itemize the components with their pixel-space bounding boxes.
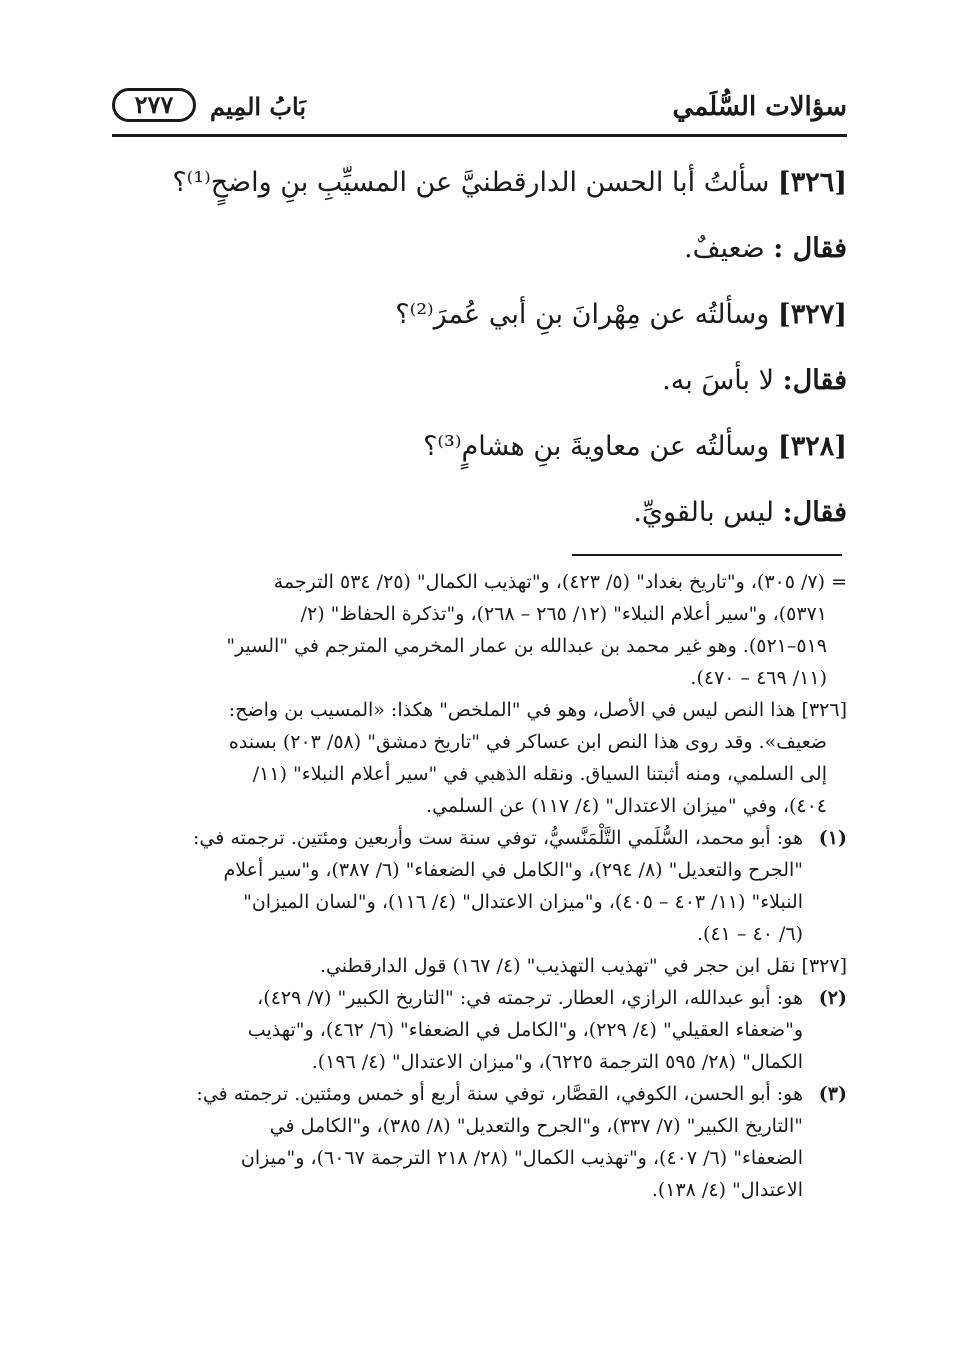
answer-label: فقال: [782,365,847,396]
book-title: سؤالات السُّلَمي [672,92,847,122]
footnote-line: ٥١٩–٥٢١). وهو غير محمد بن عبدالله بن عمار المخرمي المترجم في "السير" [226,635,827,657]
question-text: وسألتُه عن معاويةَ بنِ هشامٍ⁽³⁾؟ [423,431,770,462]
question-text: وسألتُه عن مِهْرانَ بنِ أبي عُمرَ⁽²⁾؟ [395,299,770,330]
footnote-line: الاعتدال" (٤/ ١٣٨). [651,1179,803,1201]
footnote-line: "التاريخ الكبير" (٧/ ٣٣٧)، و"الجرح والتعديل" (٨/ ٣٨٥)، و"الكامل في [269,1115,803,1137]
page-number: ٢٧٧ [112,88,196,122]
entry-number: [٣٢٨] [777,431,847,462]
footnote-line: [٣٢٦] هذا النص ليس في الأصل، وهو في "الملخص" هكذا: «المسيب بن واضح: [228,699,847,721]
footnote-line: = (٧/ ٣٠٥)، و"تاريخ بغداد" (٥/ ٤٢٣)، و"تهذيب الكمال" (٢٥/ ٥٣٤ الترجمة [273,571,847,593]
answer-label: فقال : [773,233,847,264]
answer-label: فقال: [782,497,847,528]
footnote-line: إلى السلمي، ومنه أثبتنا السياق. ونقله الذهبي في "سير أعلام النبلاء" (١١/ [252,763,827,785]
question-328 [112,414,847,480]
footnote-marker: (٣) [818,1083,847,1105]
section-title: بَابُ المِيم [210,92,307,121]
answer-text: لا بأسَ به. [662,365,775,396]
footnote-327 [112,950,847,982]
footnote-3 [112,1078,847,1206]
footnote-line: هو: أبو الحسن، الكوفي، القصَّار، توفي سنة أربع أو خمس ومئتين. ترجمته في: [196,1083,803,1105]
header-rule [112,134,847,137]
footnote-line: الضعفاء" (٦/ ٤٠٧)، و"تهذيب الكمال" (٢٨/ ٢١٨ الترجمة ٦٠٦٧)، و"ميزان [240,1147,803,1169]
footnote-line: الكمال" (٢٨/ ٥٩٥ الترجمة ٦٢٢٥)، و"ميزان الاعتدال" (٤/ ١٩٦). [311,1051,803,1073]
question-text: سألتُ أبا الحسن الدارقطنيَّ عن المسيِّبِ بنِ واضحٍ⁽¹⁾؟ [172,167,770,198]
footnote-2 [112,982,847,1078]
footnote-line: (٦/ ٤٠ – ٤١). [697,923,803,945]
answer-text: ضعيفٌ. [683,233,765,264]
question-327 [112,282,847,348]
footnote-line: ٤٠٤)، وفي "ميزان الاعتدال" (٤/ ١١٧) عن السلمي. [426,795,827,817]
footnote-line: ضعيف». وقد روى هذا النص ابن عساكر في "تاريخ دمشق" (٥٨/ ٢٠٣) بسنده [228,731,827,753]
answer-328 [112,480,847,546]
entry-number: [٣٢٧] [777,299,847,330]
footnote-line: النبلاء" (١١/ ٤٠٣ – ٤٠٥)، و"ميزان الاعتدال" (٤/ ١١٦)، و"لسان الميزان" [243,891,803,913]
footnote-326 [112,694,847,822]
answer-text: ليس بالقويِّ. [633,497,775,528]
footnotes [112,566,847,1206]
footnote-line: ٥٣٧١)، و"سير أعلام النبلاء" (١٢/ ٢٦٥ – ٢٦٨)، و"تذكرة الحفاظ" (٢/ [300,603,827,625]
footnote-line: و"ضعفاء العقيلي" (٤/ ٢٢٩)، و"الكامل في الضعفاء" (٦/ ٤٦٢)، و"تهذيب [247,1019,803,1041]
footnote-line: "الجرح والتعديل" (٨/ ٢٩٤)، و"الكامل في الضعفاء" (٦/ ٣٨٧)، و"سير أعلام [223,859,803,881]
footnote-line: [٣٢٧] نقل ابن حجر في "تهذيب التهذيب" (٤/ ١٦٧) قول الدارقطني. [319,955,847,977]
answer-327 [112,348,847,414]
footnote-line: هو: أبو عبدالله، الرازي، العطار. ترجمته في: "التاريخ الكبير" (٧/ ٤٢٩)، [257,987,803,1009]
entry-number: [٣٢٦] [777,167,847,198]
answer-326 [112,216,847,282]
question-326 [112,150,847,216]
page-header [112,82,847,132]
main-text [112,150,847,546]
footnote-continuation [112,566,847,694]
footnote-line: (١١/ ٤٦٩ – ٤٧٠). [690,667,827,689]
footnote-marker: (٢) [818,987,847,1009]
footnote-separator [572,554,842,556]
footnote-line: هو: أبو محمد، السُّلَمي التَّلْمَنَّسيُّ، توفي سنة ست وأربعين ومئتين. ترجمته في: [193,827,803,849]
footnote-marker: (١) [818,827,847,849]
footnote-1 [112,822,847,950]
